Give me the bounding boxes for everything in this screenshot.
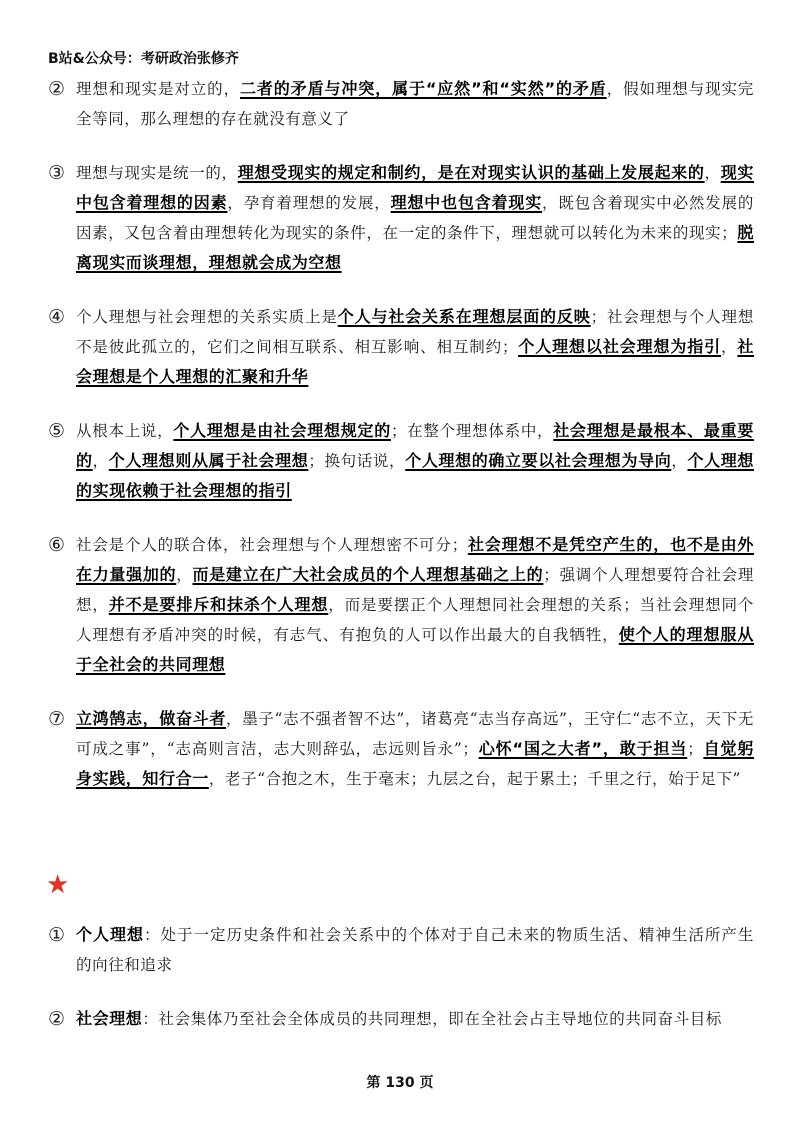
text-segment: ，: [92, 452, 109, 470]
star-icon: ★: [46, 870, 70, 900]
term-label: 个人理想: [76, 925, 144, 944]
definition-item: [48, 920, 754, 980]
text-segment: ：处于一定历史条件和社会关系中的个体对于自己未来的物质生活、精神生活所产生的向往和追求: [76, 926, 755, 974]
key-point: 社会理想不是凭空产生的，也不是由外在力量强加的: [76, 535, 755, 584]
text-segment: ，孕育着理想的发展，: [227, 194, 391, 212]
list-item: [48, 704, 754, 794]
item-number: ⑤: [48, 420, 66, 442]
text-segment: ；强调个人理想要符合社会理想，: [76, 566, 754, 614]
page-number: 第 130 页: [366, 1075, 434, 1091]
item-number: ⑦: [48, 708, 66, 730]
item-text: [76, 74, 754, 134]
text-segment: ，假如理想与现实完全等同，那么理想的存在就没有意义了: [76, 80, 754, 128]
text-segment: ，既包含着现实中必然发展的因素，又包含着由理想转化为现实的条件，在一定的条件下，理想就可以转化为未来的现实；: [76, 194, 754, 242]
text-segment: 理想与现实是统一的，: [76, 164, 238, 182]
text-segment: ；换句话说，: [308, 452, 406, 470]
item-text: [76, 1004, 754, 1034]
content-list: [48, 74, 754, 818]
text-segment: ：社会集体乃至社会全体成员的共同理想，即在全社会占主导地位的共同奋斗目标: [142, 1010, 723, 1028]
list-item: [48, 74, 754, 134]
text-segment: 理想和现实是对立的，: [76, 80, 240, 98]
text-segment: ，: [176, 566, 193, 584]
key-point: 个人与社会关系在理想层面的反映: [337, 307, 591, 326]
key-point: 立鸿鹄志，做奋斗者: [76, 709, 227, 728]
text-segment: ；: [687, 740, 704, 758]
text-segment: ，老子“合抱之木，生于毫末；九层之台，起于累土；千里之行，始于足下”: [208, 770, 742, 788]
term-label: 社会理想: [76, 1009, 143, 1028]
item-number: ③: [48, 162, 66, 184]
text-segment: 社会是个人的联合体，社会理想与个人理想密不可分；: [76, 536, 468, 554]
key-point: 个人理想的确立要以社会理想为导向: [405, 451, 672, 470]
key-point: 个人理想则从属于社会理想: [108, 451, 309, 470]
text-segment: ；在整个理想体系中，: [390, 422, 554, 440]
list-item: [48, 302, 754, 392]
definition-item: [48, 1004, 754, 1034]
key-point: 社会理想是个人理想的汇聚和升华: [76, 337, 755, 386]
key-point: 而是建立在广大社会成员的个人理想基础之上的: [192, 565, 544, 584]
item-number: ⑥: [48, 534, 66, 556]
key-point: 理想中也包含着现实: [390, 193, 543, 212]
page-header: B站&公众号：考研政治张修齐: [48, 51, 239, 67]
item-number: ②: [48, 78, 66, 100]
key-point: 个人理想的实现依赖于社会理想的指引: [76, 451, 754, 500]
key-point: 理想受现实的规定和制约，是在对现实认识的基础上发展起来的: [237, 163, 705, 182]
text-segment: ，: [721, 338, 738, 356]
key-point: 脱离现实而谈理想，理想就会成为空想: [76, 223, 754, 272]
list-item: [48, 416, 754, 506]
list-item: [48, 158, 754, 278]
key-point: 社会理想是最根本、最重要的: [76, 421, 754, 470]
text-segment: ，: [671, 452, 688, 470]
definition-list: [48, 920, 754, 1058]
text-segment: ，墨子“志不强者智不达”，诸葛亮“志当存高远”，王守仁“志不立，天下无可成之事”，“志高则言洁，志大则辞弘，志远则旨永”；: [76, 710, 755, 758]
key-point: 个人理想是由社会理想规定的: [173, 421, 391, 440]
list-item: [48, 530, 754, 680]
key-point: 自觉躬身实践，知行合一: [76, 739, 754, 788]
item-text: [76, 704, 754, 794]
item-text: [76, 920, 754, 980]
text-segment: 从根本上说，: [76, 422, 174, 440]
key-point: 二者的矛盾与冲突，属于“应然”和“实然”的矛盾: [239, 79, 607, 98]
key-point: 心怀“国之大者”，敢于担当: [478, 739, 688, 758]
item-text: [76, 416, 754, 506]
text-segment: ，而是要摆正个人理想同社会理想的关系；当社会理想同个人理想有矛盾冲突的时候，有志气、有抱负的人可以作出最大的自我牺牲，: [76, 596, 754, 644]
item-text: [76, 158, 754, 278]
item-number: ②: [48, 1008, 66, 1030]
text-segment: ；社会理想与个人理想不是彼此孤立的，它们之间相互联系、相互影响、相互制约；: [76, 308, 754, 356]
item-number: ④: [48, 306, 66, 328]
item-text: [76, 302, 754, 392]
item-text: [76, 530, 754, 680]
key-point: 现实中包含着理想的因素: [76, 163, 754, 212]
text-segment: 个人理想与社会理想的关系实质上是: [76, 308, 338, 326]
text-segment: ，: [704, 164, 721, 182]
key-point: 使个人的理想服从于全社会的共同理想: [76, 625, 754, 674]
key-point: 个人理想以社会理想为指引: [518, 337, 722, 356]
key-point: 并不是要排斥和抹杀个人理想: [108, 595, 329, 614]
item-number: ①: [48, 924, 66, 946]
